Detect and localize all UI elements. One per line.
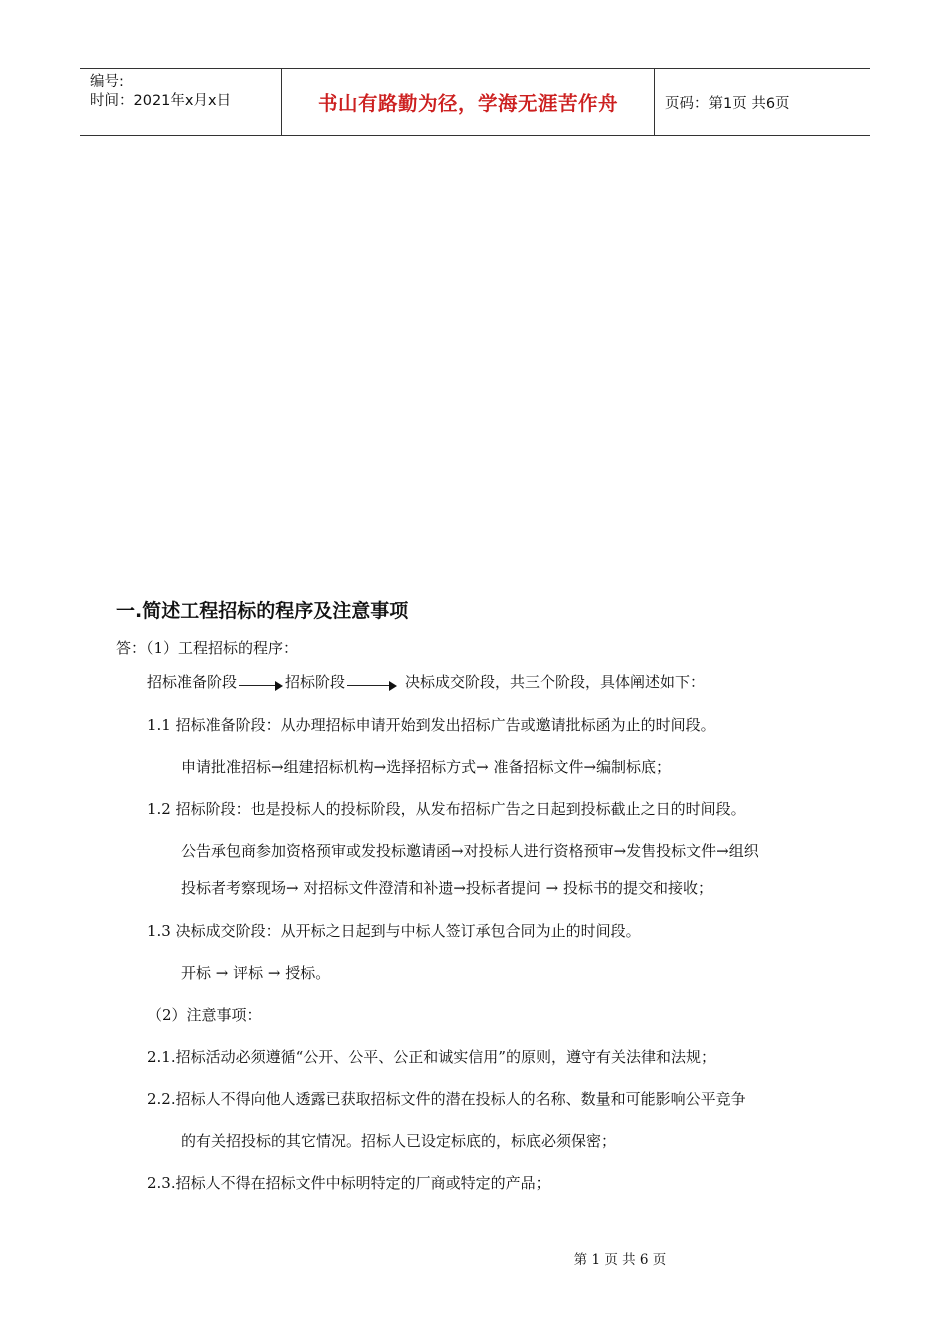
number-label: 编号: — [90, 74, 124, 90]
page-footer — [0, 1248, 950, 1268]
time-label: 时间：2021年x月x日 — [90, 93, 232, 109]
stage-bidding: 招标阶段 — [285, 673, 346, 691]
header-motto-cell — [281, 69, 655, 135]
item-1-2: 1.2 招标阶段：也是投标人的投标阶段，从发布招标广告之日起到投标截止之日的时间段。 — [147, 800, 746, 818]
header-meta — [80, 69, 281, 135]
item-1-3-steps: 开标 → 评标 → 授标。 — [181, 964, 331, 982]
item-1-2-steps-b: 投标者考察现场→ 对招标文件澄清和补遗→投标者提问 → 投标书的提交和接收； — [181, 879, 714, 897]
item-1-1: 1.1 招标准备阶段：从办理招标申请开始到发出招标广告或邀请批标函为止的时间段。 — [147, 716, 716, 734]
stage-flow — [147, 671, 705, 692]
section-title: 一.简述工程招标的程序及注意事项 — [116, 600, 409, 622]
page-info-text: 页码：第1页 共6页 — [665, 95, 790, 112]
note-2-1: 2.1.招标活动必须遵循“公开、公平、公正和诚实信用”的原则，遵守有关法律和法规； — [147, 1048, 716, 1066]
note-2-2a: 2.2.招标人不得向他人透露已获取招标文件的潜在投标人的名称、数量和可能影响公平竞争 — [147, 1090, 746, 1108]
notes-intro: （2）注意事项： — [147, 1006, 262, 1024]
item-1-1-steps: 申请批准招标→组建招标机构→选择招标方式→ 准备招标文件→编制标底； — [181, 758, 672, 776]
item-1-3: 1.3 决标成交阶段：从开标之日起到与中标人签订承包合同为止的时间段。 — [147, 922, 641, 940]
item-1-2-steps-a: 公告承包商参加资格预审或发投标邀请函→对投标人进行资格预审→发售投标文件→组织 — [181, 842, 759, 860]
arrow-icon — [347, 676, 397, 690]
page-header — [80, 68, 870, 136]
arrow-icon — [239, 676, 283, 690]
answer-intro: 答：（1）工程招标的程序： — [116, 639, 299, 657]
stage-prep: 招标准备阶段 — [147, 673, 238, 691]
stage-award: 决标成交阶段，共三个阶段，具体阐述如下： — [405, 673, 706, 691]
note-2-2b: 的有关招投标的其它情况。招标人已设定标底的，标底必须保密； — [181, 1132, 617, 1150]
header-motto: 书山有路勤为径，学海无涯苦作舟 — [317, 92, 618, 115]
header-page-info — [655, 69, 870, 135]
footer-page-number: 第 1 页 共 6 页 — [573, 1252, 667, 1268]
note-2-3: 2.3.招标人不得在招标文件中标明特定的厂商或特定的产品； — [147, 1174, 551, 1192]
